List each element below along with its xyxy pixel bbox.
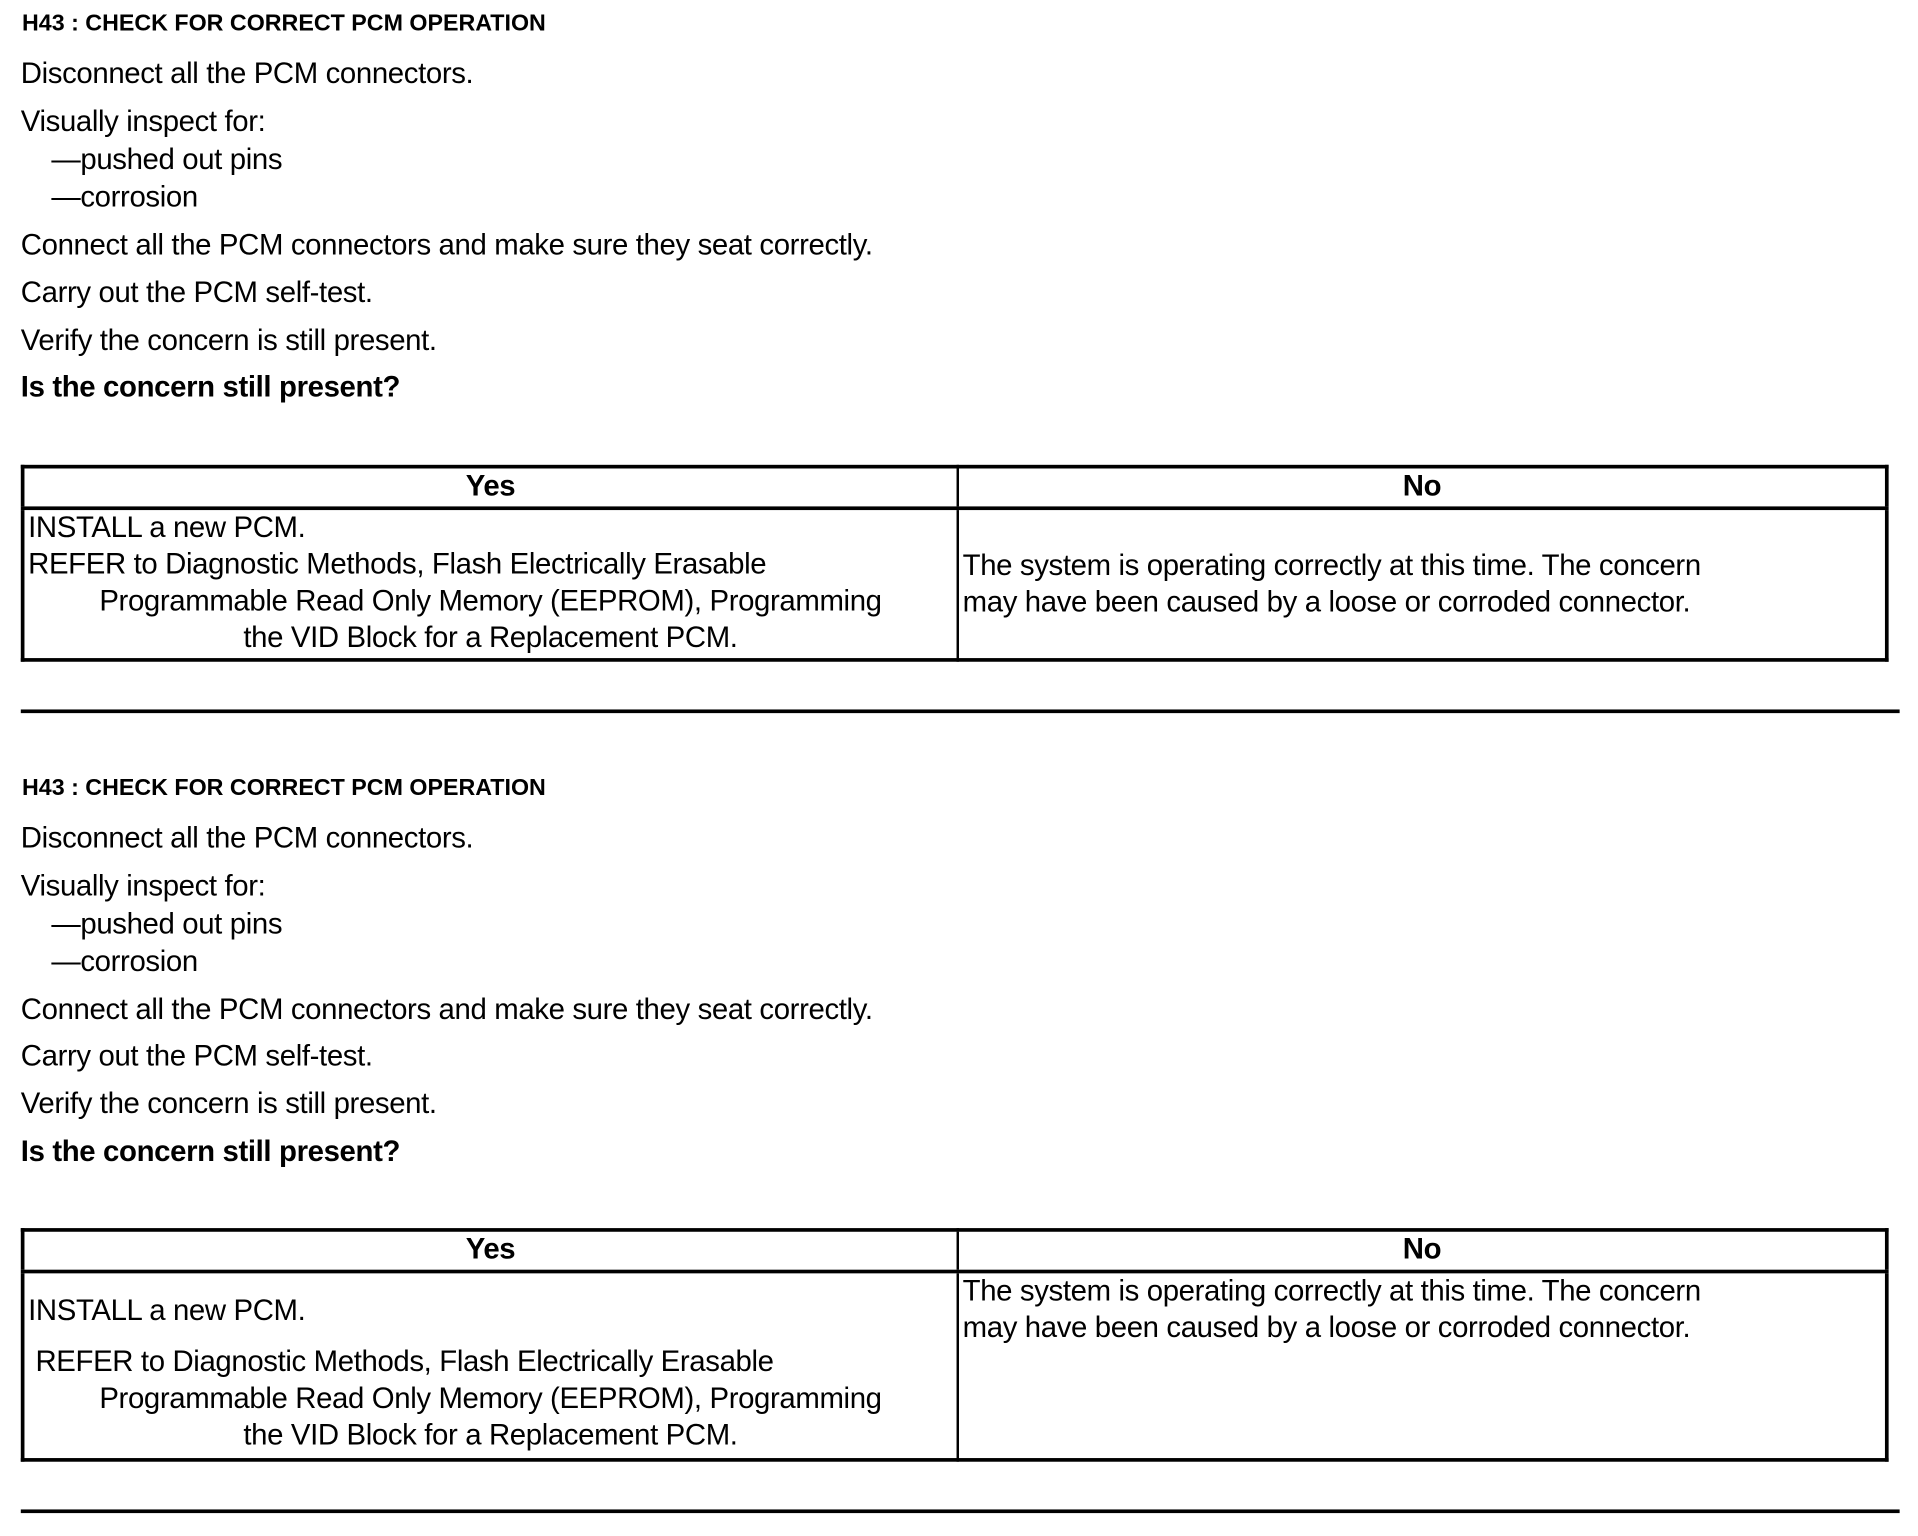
no-line: The system is operating correctly at this time. The concern [962,548,1701,582]
question: Is the concern still present? [20,1135,401,1169]
yes-line: Programmable Read Only Memory (EEPROM), Programming [99,584,882,618]
no-header: No [958,467,1887,509]
section-divider [21,1509,1900,1513]
step-bullet: —corrosion [51,945,198,979]
step: Disconnect all the PCM connectors. [20,57,474,91]
step: Verify the concern is still present. [20,324,437,358]
yes-line: the VID Block for a Replacement PCM. [243,1418,738,1452]
section-title: H43 : CHECK FOR CORRECT PCM OPERATION [22,775,546,802]
step: Visually inspect for: [20,869,266,903]
step-bullet: —corrosion [51,181,198,215]
no-header: No [958,1230,1887,1272]
yes-line: INSTALL a new PCM. [28,511,306,545]
step-bullet: —pushed out pins [51,907,283,941]
result-table [21,465,1889,662]
yes-line: the VID Block for a Replacement PCM. [243,621,738,655]
result-table [21,1228,1889,1462]
yes-line: Programmable Read Only Memory (EEPROM), Programming [99,1382,882,1416]
no-cell [958,508,1887,660]
no-cell [958,1272,1887,1460]
yes-line: REFER to Diagnostic Methods, Flash Electrically Erasable [35,1345,774,1379]
yes-line: INSTALL a new PCM. [28,1294,306,1328]
question: Is the concern still present? [20,370,401,404]
yes-header: Yes [23,1230,958,1272]
step: Verify the concern is still present. [20,1087,437,1121]
no-line: may have been caused by a loose or corroded connector. [962,1311,1691,1345]
no-line: The system is operating correctly at this time. The concern [962,1274,1701,1308]
step: Carry out the PCM self-test. [20,276,373,310]
yes-cell [23,1272,958,1460]
section-title: H43 : CHECK FOR CORRECT PCM OPERATION [22,11,546,37]
yes-line: REFER to Diagnostic Methods, Flash Electrically Erasable [28,547,767,582]
no-line: may have been caused by a loose or corroded connector. [962,585,1691,619]
step: Connect all the PCM connectors and make sure they seat correctly. [20,993,873,1027]
section-divider [21,709,1900,713]
step-bullet: —pushed out pins [51,143,283,177]
yes-header: Yes [23,467,958,509]
step: Visually inspect for: [20,105,266,139]
step: Disconnect all the PCM connectors. [20,821,474,856]
step: Carry out the PCM self-test. [20,1039,373,1073]
yes-cell [23,508,958,660]
step: Connect all the PCM connectors and make sure they seat correctly. [20,228,873,262]
